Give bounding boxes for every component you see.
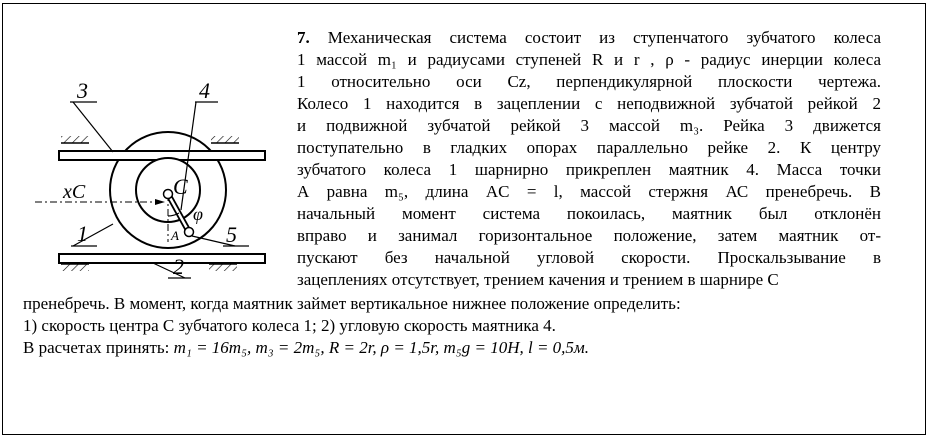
support-hatch-bottom-left: [61, 264, 89, 271]
problem-line-8: А равна m₅, длина AC = l, массой стержня АС пренебречь. В: [297, 182, 881, 201]
problem-line-4: Колесо 1 находится в зацеплении с неподвижной зубчатой рейкой 2: [297, 94, 881, 113]
label-pendulum-4: 4: [199, 78, 210, 103]
problem-line-7: зубчатого колеса 1 шарнирно прикреплен маятник 4. Масса точки: [297, 160, 881, 179]
problem-line-12: зацеплениях отсутствует, трением качения и трением в шарнире С: [297, 270, 779, 289]
problem-number: 7.: [297, 28, 310, 47]
problem-card: [2, 3, 926, 435]
problem-line-13: пренебречь. В момент, когда маятник займет вертикальное нижнее положение определить:: [23, 294, 681, 313]
problem-line-9: начальный момент система покоилась, маятник был отклонён: [297, 204, 881, 223]
rack-2: [59, 254, 265, 263]
given-values: m₁ = 16m₅, m₃ = 2m₅, R = 2r, ρ = 1,5r, m₅g = 10H, l = 0,5м.: [173, 338, 590, 357]
label-point-a: A: [171, 228, 179, 243]
label-xc: xC: [63, 181, 86, 203]
mechanism-diagram: [13, 66, 283, 298]
label-rack-3: 3: [77, 78, 88, 103]
support-hatch-top-left: [61, 136, 89, 143]
label-rack-2: 2: [173, 254, 184, 279]
given-line: [23, 338, 903, 360]
given-label: В расчетах принять:: [23, 338, 170, 357]
problem-line-5: и подвижной зубчатой рейкой 3 массой m₃. Рейка 3 движется: [297, 116, 881, 135]
mechanism-svg: [13, 66, 283, 298]
problem-line-14: 1) скорость центра С зубчатого колеса 1; 2) угловую скорость маятника 4.: [23, 316, 556, 335]
problem-line-1: [297, 28, 881, 50]
support-hatch-top-right: [211, 136, 239, 143]
problem-line-10: вправо и занимал горизонтальное положение, затем маятник от-: [297, 226, 881, 245]
problem-text-line: Механическая система состоит из ступенчатого зубчатого колеса: [327, 28, 881, 47]
label-mass-5: 5: [226, 222, 237, 247]
problem-line-3: 1 относительно оси Cz, перпендикулярной плоскости чертежа.: [297, 72, 881, 91]
point-a: [185, 228, 194, 237]
support-hatch-bottom-right: [209, 264, 237, 271]
problem-line-2: 1 массой m₁ и радиусами ступеней R и r , ρ - радиус инерции колеса: [297, 50, 881, 69]
problem-line-11: пускают без начальной угловой скорости. Проскальзывание в: [297, 248, 881, 267]
label-center-c: C: [173, 174, 188, 199]
label-angle-phi: φ: [193, 204, 203, 224]
label-wheel-1: 1: [77, 221, 88, 246]
problem-line-6: поступательно в гладких опорах параллельно рейке 2. К центру: [297, 138, 881, 157]
hinge-c: [164, 190, 173, 199]
leader-3: [73, 102, 113, 152]
